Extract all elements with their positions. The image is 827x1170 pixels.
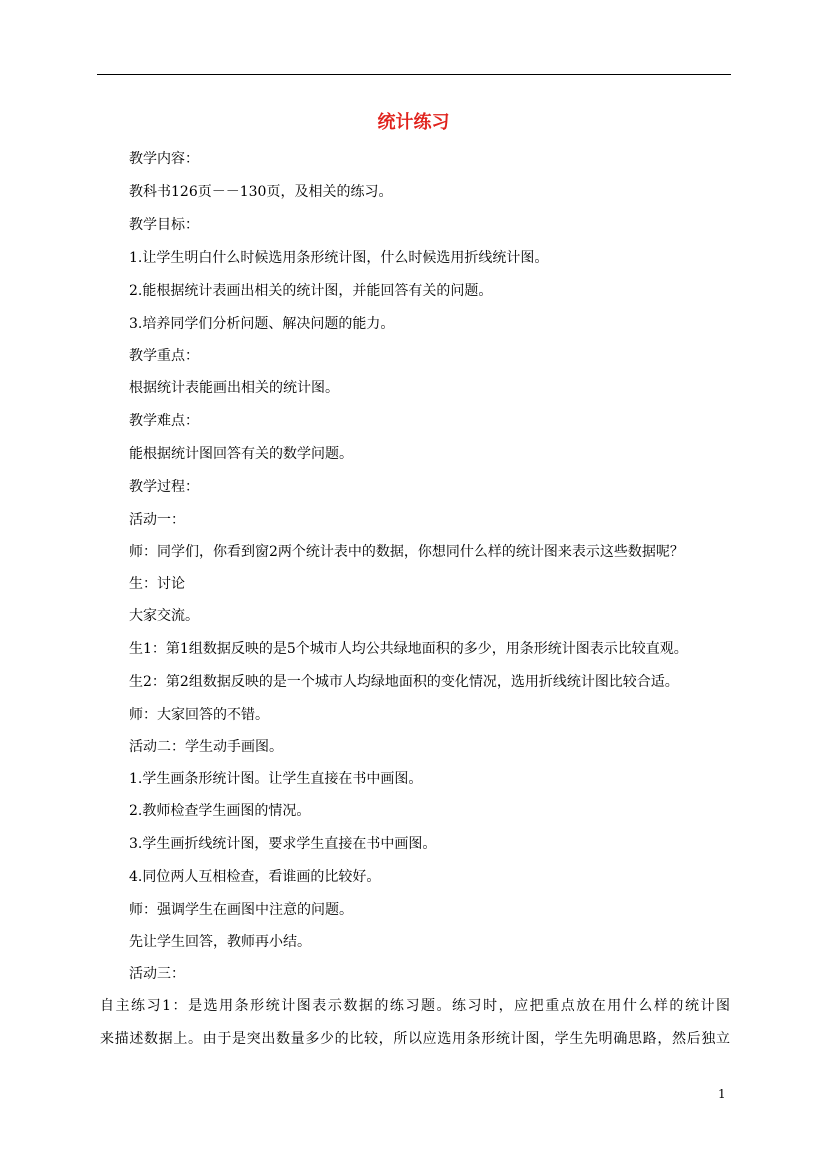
paragraph-line: 活动一： xyxy=(129,512,185,528)
paragraph-line: 教科书126页－－130页，及相关的练习。 xyxy=(129,184,393,200)
paragraph-line: 师：同学们，你看到窗2两个统计表中的数据，你想同什么样的统计图来表示这些数据呢？ xyxy=(129,544,684,560)
paragraph-line: 根据统计表能画出相关的统计图。 xyxy=(129,380,339,396)
paragraph-line: 2.教师检查学生画图的情况。 xyxy=(129,803,311,819)
paragraph-line: 教学过程： xyxy=(129,479,199,495)
paragraph-line: 先让学生回答，教师再小结。 xyxy=(129,934,311,950)
paragraph-line: 1.学生画条形统计图。让学生直接在书中画图。 xyxy=(129,771,423,787)
paragraph-line: 能根据统计图回答有关的数学问题。 xyxy=(129,446,353,462)
paragraph-line: 师：强调学生在画图中注意的问题。 xyxy=(129,902,353,918)
header-rule xyxy=(97,74,731,75)
paragraph-line: 活动三： xyxy=(129,966,185,982)
paragraph-line: 活动二：学生动手画图。 xyxy=(129,739,283,755)
paragraph-line: 大家交流。 xyxy=(129,608,199,624)
paragraph-line: 师：大家回答的不错。 xyxy=(129,707,269,723)
paragraph-line: 2.能根据统计表画出相关的统计图，并能回答有关的问题。 xyxy=(129,283,493,299)
paragraph-line: 生1：第1组数据反映的是5个城市人均公共绿地面积的多少，用条形统计图表示比较直观。 xyxy=(129,641,688,657)
paragraph-line: 1.让学生明白什么时候选用条形统计图，什么时候选用折线统计图。 xyxy=(129,250,549,266)
paragraph-line: 自主练习1：是选用条形统计图表示数据的练习题。练习时，应把重点放在用什么样的统计图 xyxy=(100,998,730,1014)
paragraph-line: 4.同位两人互相检查，看谁画的比较好。 xyxy=(129,869,381,885)
paragraph-line: 3.学生画折线统计图，要求学生直接在书中画图。 xyxy=(129,836,437,852)
paragraph-line: 教学难点： xyxy=(129,413,199,429)
paragraph-line: 教学内容： xyxy=(129,151,199,167)
paragraph-line: 3.培养同学们分析问题、解决问题的能力。 xyxy=(129,316,395,332)
paragraph-line: 来描述数据上。由于是突出数量多少的比较，所以应选用条形统计图，学生先明确思路，然后独立 xyxy=(100,1031,730,1047)
paragraph-line: 生2：第2组数据反映的是一个城市人均绿地面积的变化情况，选用折线统计图比较合适。 xyxy=(129,674,679,690)
paragraph-line: 教学目标： xyxy=(129,217,199,233)
paragraph-line: 生：讨论 xyxy=(129,576,185,592)
paragraph-line: 教学重点： xyxy=(129,348,199,364)
page-number: 1 xyxy=(718,1087,726,1101)
document-title: 统计练习 xyxy=(377,112,450,133)
